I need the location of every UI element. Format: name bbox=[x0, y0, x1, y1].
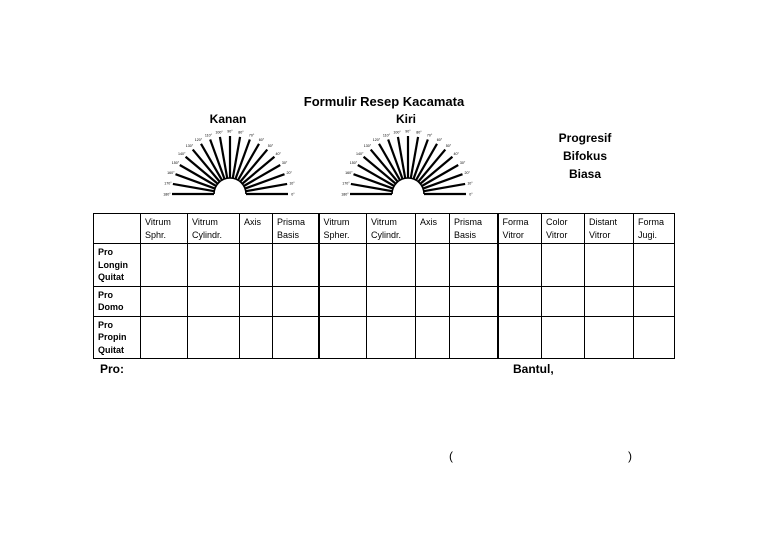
axis-degree-label: 180° bbox=[341, 192, 349, 197]
header-right-prism: Prisma Basis bbox=[273, 214, 319, 244]
axis-degree-label: 90° bbox=[227, 129, 233, 134]
axis-degree-label: 150° bbox=[171, 161, 180, 165]
cell-left-axis[interactable] bbox=[416, 286, 450, 316]
axis-degree-label: 140° bbox=[178, 152, 186, 156]
axis-degree-label: 110° bbox=[204, 133, 213, 138]
prescription-table bbox=[93, 213, 675, 359]
axis-degree-label: 40° bbox=[453, 152, 459, 156]
axis-degree-label: 50° bbox=[267, 144, 274, 149]
right-axis-group bbox=[163, 130, 295, 197]
axis-degree-label: 130° bbox=[185, 144, 194, 149]
axis-degree-label: 60° bbox=[436, 137, 443, 142]
cell-left-axis[interactable] bbox=[416, 316, 450, 359]
cell-right-prism[interactable] bbox=[273, 244, 319, 287]
axis-degree-label: 160° bbox=[167, 170, 175, 175]
header-right-axis: Axis bbox=[240, 214, 273, 244]
row-label-longin: Pro Longin Quitat bbox=[94, 244, 141, 287]
cell-distant-vitror[interactable] bbox=[585, 316, 634, 359]
axis-degree-label: 70° bbox=[248, 133, 255, 138]
cell-color-vitror[interactable] bbox=[542, 286, 585, 316]
cell-forma-jugi[interactable] bbox=[634, 286, 675, 316]
axis-degree-label: 170° bbox=[342, 181, 350, 186]
cell-left-cylinder[interactable] bbox=[367, 316, 416, 359]
lens-type-options bbox=[530, 129, 640, 183]
cell-right-axis[interactable] bbox=[240, 286, 273, 316]
cell-right-axis[interactable] bbox=[240, 244, 273, 287]
right-eye-label: Kanan bbox=[209, 112, 247, 126]
left-axis-group bbox=[341, 130, 473, 197]
patient-label: Pro: bbox=[100, 362, 124, 376]
axis-degree-label: 60° bbox=[258, 137, 265, 142]
header-distant-vitror: Distant Vitror bbox=[585, 214, 634, 244]
axis-degree-label: 20° bbox=[464, 170, 470, 175]
row-label-propin: Pro Propin Quitat bbox=[94, 316, 141, 359]
axis-degree-label: 180° bbox=[163, 192, 171, 197]
cell-forma-vitror[interactable] bbox=[498, 286, 542, 316]
axis-degree-label: 140° bbox=[356, 152, 364, 156]
cell-color-vitror[interactable] bbox=[542, 316, 585, 359]
signature-line[interactable] bbox=[462, 449, 626, 465]
table-row bbox=[94, 244, 675, 287]
header-left-prism: Prisma Basis bbox=[450, 214, 498, 244]
axis-degree-label: 40° bbox=[275, 152, 281, 156]
cell-right-sphere[interactable] bbox=[141, 286, 188, 316]
axis-degree-label: 80° bbox=[416, 130, 422, 135]
cell-left-prism[interactable] bbox=[450, 286, 498, 316]
header-right-sphere: Vitrum Sphr. bbox=[141, 214, 188, 244]
header-color-vitror: Color Vitror bbox=[542, 214, 585, 244]
header-left-axis: Axis bbox=[416, 214, 450, 244]
axis-degree-label: 90° bbox=[405, 129, 411, 134]
axis-degree-label: 0° bbox=[469, 192, 473, 197]
axis-degree-label: 80° bbox=[238, 130, 244, 135]
cell-right-sphere[interactable] bbox=[141, 244, 188, 287]
cell-right-prism[interactable] bbox=[273, 286, 319, 316]
axis-degree-label: 130° bbox=[363, 144, 372, 149]
signature-open-paren: ( bbox=[449, 449, 453, 463]
cell-distant-vitror[interactable] bbox=[585, 286, 634, 316]
lens-type-progresif[interactable]: Progresif bbox=[558, 131, 612, 145]
place-date-label: Bantul, bbox=[513, 362, 554, 376]
signature-close-paren: ) bbox=[628, 449, 632, 463]
cell-forma-vitror[interactable] bbox=[498, 316, 542, 359]
axis-degree-label: 70° bbox=[426, 133, 433, 138]
cell-forma-jugi[interactable] bbox=[634, 244, 675, 287]
cell-left-prism[interactable] bbox=[450, 244, 498, 287]
row-label-domo: Pro Domo bbox=[94, 286, 141, 316]
lens-type-biasa[interactable]: Biasa bbox=[568, 167, 602, 181]
axis-degree-label: 10° bbox=[467, 181, 473, 186]
axis-degree-label: 30° bbox=[459, 161, 466, 165]
cell-left-sphere[interactable] bbox=[319, 286, 367, 316]
header-right-cylinder: Vitrum Cylindr. bbox=[188, 214, 240, 244]
table-header-row bbox=[94, 214, 675, 244]
cell-right-prism[interactable] bbox=[273, 316, 319, 359]
cell-right-cylinder[interactable] bbox=[188, 316, 240, 359]
axis-degree-label: 0° bbox=[291, 192, 295, 197]
header-blank bbox=[94, 214, 141, 244]
cell-left-cylinder[interactable] bbox=[367, 244, 416, 287]
cell-left-sphere[interactable] bbox=[319, 316, 367, 359]
cell-left-cylinder[interactable] bbox=[367, 286, 416, 316]
cell-right-sphere[interactable] bbox=[141, 316, 188, 359]
cell-forma-jugi[interactable] bbox=[634, 316, 675, 359]
cell-color-vitror[interactable] bbox=[542, 244, 585, 287]
form-title: Formulir Resep Kacamata bbox=[303, 94, 465, 109]
axis-degree-label: 160° bbox=[345, 170, 353, 175]
lens-type-bifokus[interactable]: Bifokus bbox=[562, 149, 607, 163]
axis-degree-label: 50° bbox=[445, 144, 452, 149]
cell-right-axis[interactable] bbox=[240, 316, 273, 359]
cell-right-cylinder[interactable] bbox=[188, 244, 240, 287]
axis-degree-label: 170° bbox=[164, 181, 172, 186]
header-forma-vitror: Forma Vitror bbox=[498, 214, 542, 244]
cell-left-sphere[interactable] bbox=[319, 244, 367, 287]
cell-left-prism[interactable] bbox=[450, 316, 498, 359]
cell-right-cylinder[interactable] bbox=[188, 286, 240, 316]
right-eye-axis-chart bbox=[160, 120, 300, 200]
header-left-cylinder: Vitrum Cylindr. bbox=[367, 214, 416, 244]
header-forma-jugi: Forma Jugi. bbox=[634, 214, 675, 244]
table-row bbox=[94, 286, 675, 316]
cell-distant-vitror[interactable] bbox=[585, 244, 634, 287]
axis-degree-label: 100° bbox=[215, 130, 223, 135]
cell-left-axis[interactable] bbox=[416, 244, 450, 287]
axis-degree-label: 120° bbox=[372, 137, 381, 142]
axis-degree-label: 100° bbox=[393, 130, 401, 135]
left-eye-axis-chart bbox=[338, 120, 478, 200]
axis-degree-label: 10° bbox=[289, 181, 295, 186]
axis-degree-label: 110° bbox=[382, 133, 391, 138]
left-eye-label: Kiri bbox=[395, 112, 416, 126]
axis-degree-label: 20° bbox=[286, 170, 292, 175]
header-left-sphere: Vitrum Spher. bbox=[319, 214, 367, 244]
axis-degree-label: 120° bbox=[194, 137, 203, 142]
table-row bbox=[94, 316, 675, 359]
axis-degree-label: 150° bbox=[349, 161, 358, 165]
cell-forma-vitror[interactable] bbox=[498, 244, 542, 287]
axis-degree-label: 30° bbox=[281, 161, 288, 165]
